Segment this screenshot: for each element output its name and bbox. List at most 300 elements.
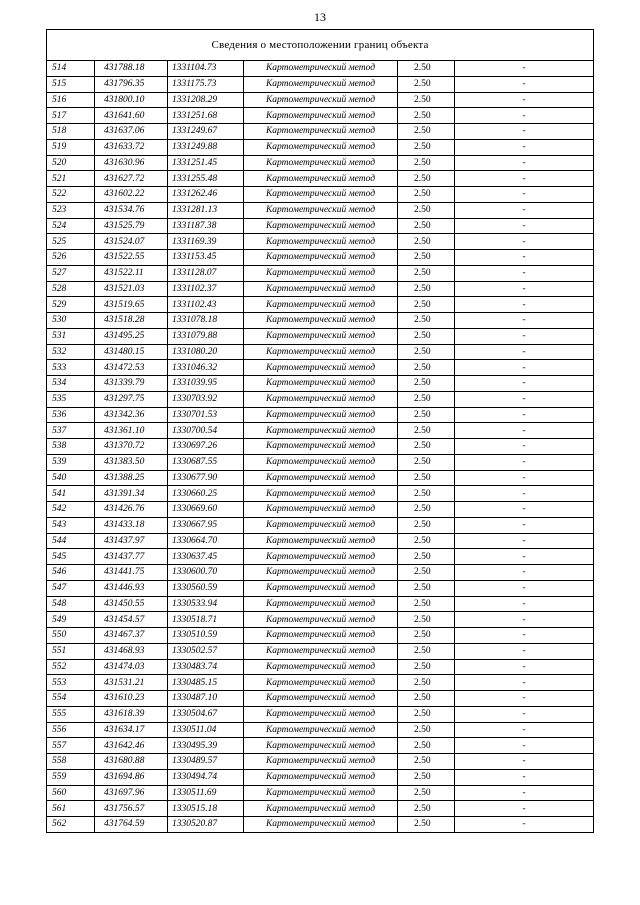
point-number-cell: 518	[47, 124, 95, 140]
point-number-cell: 555	[47, 706, 95, 722]
y-coordinate-cell: 1331078.18	[168, 313, 244, 329]
table-row	[47, 124, 594, 140]
method-cell: Картометрический метод	[244, 565, 398, 581]
y-coordinate-cell: 1330511.04	[168, 722, 244, 738]
method-cell: Картометрический метод	[244, 659, 398, 675]
y-coordinate-cell: 1330515.18	[168, 801, 244, 817]
table-row	[47, 407, 594, 423]
method-cell: Картометрический метод	[244, 297, 398, 313]
x-coordinate-cell: 431391.34	[95, 486, 168, 502]
y-coordinate-cell: 1330600.70	[168, 565, 244, 581]
table-row	[47, 612, 594, 628]
x-coordinate-cell: 431641.60	[95, 108, 168, 124]
y-coordinate-cell: 1331281.13	[168, 202, 244, 218]
accuracy-cell: 2.50	[398, 391, 455, 407]
point-number-cell: 516	[47, 92, 95, 108]
method-cell: Картометрический метод	[244, 612, 398, 628]
note-cell: -	[455, 659, 594, 675]
x-coordinate-cell: 431788.18	[95, 61, 168, 77]
point-number-cell: 527	[47, 265, 95, 281]
x-coordinate-cell: 431446.93	[95, 580, 168, 596]
accuracy-cell: 2.50	[398, 281, 455, 297]
y-coordinate-cell: 1330533.94	[168, 596, 244, 612]
note-cell: -	[455, 454, 594, 470]
y-coordinate-cell: 1330664.70	[168, 533, 244, 549]
note-cell: -	[455, 297, 594, 313]
boundary-coordinates-table	[46, 29, 594, 833]
y-coordinate-cell: 1330637.45	[168, 549, 244, 565]
x-coordinate-cell: 431495.25	[95, 328, 168, 344]
x-coordinate-cell: 431450.55	[95, 596, 168, 612]
point-number-cell: 523	[47, 202, 95, 218]
point-number-cell: 551	[47, 643, 95, 659]
point-number-cell: 531	[47, 328, 95, 344]
x-coordinate-cell: 431633.72	[95, 139, 168, 155]
x-coordinate-cell: 431454.57	[95, 612, 168, 628]
point-number-cell: 546	[47, 565, 95, 581]
note-cell: -	[455, 250, 594, 266]
note-cell: -	[455, 391, 594, 407]
x-coordinate-cell: 431522.55	[95, 250, 168, 266]
table-row	[47, 596, 594, 612]
y-coordinate-cell: 1331175.73	[168, 76, 244, 92]
page-number: 13	[314, 10, 326, 24]
accuracy-cell: 2.50	[398, 785, 455, 801]
table-row	[47, 187, 594, 203]
point-number-cell: 520	[47, 155, 95, 171]
point-number-cell: 526	[47, 250, 95, 266]
y-coordinate-cell: 1330518.71	[168, 612, 244, 628]
y-coordinate-cell: 1331187.38	[168, 218, 244, 234]
note-cell: -	[455, 265, 594, 281]
method-cell: Картометрический метод	[244, 517, 398, 533]
note-cell: -	[455, 706, 594, 722]
accuracy-cell: 2.50	[398, 360, 455, 376]
method-cell: Картометрический метод	[244, 439, 398, 455]
accuracy-cell: 2.50	[398, 407, 455, 423]
table-row	[47, 706, 594, 722]
table-row	[47, 675, 594, 691]
method-cell: Картометрический метод	[244, 139, 398, 155]
point-number-cell: 545	[47, 549, 95, 565]
y-coordinate-cell: 1331251.68	[168, 108, 244, 124]
table-title-row	[47, 30, 594, 61]
method-cell: Картометрический метод	[244, 785, 398, 801]
x-coordinate-cell: 431610.23	[95, 691, 168, 707]
table-row	[47, 360, 594, 376]
method-cell: Картометрический метод	[244, 281, 398, 297]
point-number-cell: 528	[47, 281, 95, 297]
note-cell: -	[455, 234, 594, 250]
y-coordinate-cell: 1331080.20	[168, 344, 244, 360]
accuracy-cell: 2.50	[398, 769, 455, 785]
note-cell: -	[455, 612, 594, 628]
point-number-cell: 549	[47, 612, 95, 628]
note-cell: -	[455, 502, 594, 518]
method-cell: Картометрический метод	[244, 580, 398, 596]
method-cell: Картометрический метод	[244, 108, 398, 124]
note-cell: -	[455, 580, 594, 596]
table-body	[47, 61, 594, 833]
point-number-cell: 542	[47, 502, 95, 518]
note-cell: -	[455, 187, 594, 203]
point-number-cell: 533	[47, 360, 95, 376]
x-coordinate-cell: 431756.57	[95, 801, 168, 817]
method-cell: Картометрический метод	[244, 549, 398, 565]
y-coordinate-cell: 1330701.53	[168, 407, 244, 423]
y-coordinate-cell: 1331208.29	[168, 92, 244, 108]
x-coordinate-cell: 431468.93	[95, 643, 168, 659]
x-coordinate-cell: 431534.76	[95, 202, 168, 218]
note-cell: -	[455, 533, 594, 549]
x-coordinate-cell: 431472.53	[95, 360, 168, 376]
note-cell: -	[455, 328, 594, 344]
method-cell: Картометрический метод	[244, 360, 398, 376]
method-cell: Картометрический метод	[244, 706, 398, 722]
x-coordinate-cell: 431522.11	[95, 265, 168, 281]
method-cell: Картометрический метод	[244, 754, 398, 770]
point-number-cell: 560	[47, 785, 95, 801]
x-coordinate-cell: 431342.36	[95, 407, 168, 423]
x-coordinate-cell: 431437.77	[95, 549, 168, 565]
accuracy-cell: 2.50	[398, 517, 455, 533]
table-row	[47, 486, 594, 502]
note-cell: -	[455, 754, 594, 770]
method-cell: Картометрический метод	[244, 202, 398, 218]
accuracy-cell: 2.50	[398, 486, 455, 502]
table-row	[47, 785, 594, 801]
method-cell: Картометрический метод	[244, 187, 398, 203]
table-row	[47, 470, 594, 486]
note-cell: -	[455, 76, 594, 92]
method-cell: Картометрический метод	[244, 234, 398, 250]
accuracy-cell: 2.50	[398, 139, 455, 155]
method-cell: Картометрический метод	[244, 250, 398, 266]
note-cell: -	[455, 486, 594, 502]
method-cell: Картометрический метод	[244, 391, 398, 407]
point-number-cell: 558	[47, 754, 95, 770]
x-coordinate-cell: 431525.79	[95, 218, 168, 234]
table-row	[47, 659, 594, 675]
table-row	[47, 517, 594, 533]
accuracy-cell: 2.50	[398, 92, 455, 108]
y-coordinate-cell: 1331104.73	[168, 61, 244, 77]
point-number-cell: 544	[47, 533, 95, 549]
y-coordinate-cell: 1330697.26	[168, 439, 244, 455]
accuracy-cell: 2.50	[398, 439, 455, 455]
point-number-cell: 535	[47, 391, 95, 407]
point-number-cell: 550	[47, 628, 95, 644]
method-cell: Картометрический метод	[244, 502, 398, 518]
method-cell: Картометрический метод	[244, 628, 398, 644]
table-row	[47, 738, 594, 754]
method-cell: Картометрический метод	[244, 124, 398, 140]
point-number-cell: 548	[47, 596, 95, 612]
y-coordinate-cell: 1331251.45	[168, 155, 244, 171]
table-row	[47, 533, 594, 549]
point-number-cell: 519	[47, 139, 95, 155]
table-row	[47, 76, 594, 92]
x-coordinate-cell: 431426.76	[95, 502, 168, 518]
note-cell: -	[455, 817, 594, 833]
method-cell: Картометрический метод	[244, 738, 398, 754]
y-coordinate-cell: 1330487.10	[168, 691, 244, 707]
accuracy-cell: 2.50	[398, 76, 455, 92]
note-cell: -	[455, 722, 594, 738]
x-coordinate-cell: 431441.75	[95, 565, 168, 581]
table-row	[47, 265, 594, 281]
note-cell: -	[455, 139, 594, 155]
point-number-cell: 515	[47, 76, 95, 92]
note-cell: -	[455, 628, 594, 644]
note-cell: -	[455, 407, 594, 423]
accuracy-cell: 2.50	[398, 61, 455, 77]
point-number-cell: 547	[47, 580, 95, 596]
accuracy-cell: 2.50	[398, 643, 455, 659]
x-coordinate-cell: 431383.50	[95, 454, 168, 470]
y-coordinate-cell: 1331249.88	[168, 139, 244, 155]
x-coordinate-cell: 431602.22	[95, 187, 168, 203]
table-row	[47, 565, 594, 581]
point-number-cell: 530	[47, 313, 95, 329]
note-cell: -	[455, 61, 594, 77]
method-cell: Картометрический метод	[244, 265, 398, 281]
accuracy-cell: 2.50	[398, 659, 455, 675]
y-coordinate-cell: 1330494.74	[168, 769, 244, 785]
point-number-cell: 522	[47, 187, 95, 203]
note-cell: -	[455, 108, 594, 124]
point-number-cell: 561	[47, 801, 95, 817]
x-coordinate-cell: 431521.03	[95, 281, 168, 297]
accuracy-cell: 2.50	[398, 454, 455, 470]
note-cell: -	[455, 675, 594, 691]
point-number-cell: 524	[47, 218, 95, 234]
note-cell: -	[455, 423, 594, 439]
x-coordinate-cell: 431339.79	[95, 376, 168, 392]
point-number-cell: 556	[47, 722, 95, 738]
method-cell: Картометрический метод	[244, 61, 398, 77]
x-coordinate-cell: 431433.18	[95, 517, 168, 533]
y-coordinate-cell: 1330511.69	[168, 785, 244, 801]
accuracy-cell: 2.50	[398, 801, 455, 817]
accuracy-cell: 2.50	[398, 155, 455, 171]
x-coordinate-cell: 431524.07	[95, 234, 168, 250]
method-cell: Картометрический метод	[244, 423, 398, 439]
x-coordinate-cell: 431694.86	[95, 769, 168, 785]
table-row	[47, 328, 594, 344]
x-coordinate-cell: 431531.21	[95, 675, 168, 691]
method-cell: Картометрический метод	[244, 486, 398, 502]
y-coordinate-cell: 1331169.39	[168, 234, 244, 250]
table-title: Сведения о местоположении границ объекта	[47, 30, 594, 61]
x-coordinate-cell: 431474.03	[95, 659, 168, 675]
point-number-cell: 525	[47, 234, 95, 250]
y-coordinate-cell: 1330489.57	[168, 754, 244, 770]
table-row	[47, 643, 594, 659]
table-row	[47, 61, 594, 77]
x-coordinate-cell: 431642.46	[95, 738, 168, 754]
point-number-cell: 539	[47, 454, 95, 470]
y-coordinate-cell: 1331039.95	[168, 376, 244, 392]
table-row	[47, 297, 594, 313]
note-cell: -	[455, 92, 594, 108]
point-number-cell: 554	[47, 691, 95, 707]
method-cell: Картометрический метод	[244, 596, 398, 612]
x-coordinate-cell: 431697.96	[95, 785, 168, 801]
x-coordinate-cell: 431480.15	[95, 344, 168, 360]
note-cell: -	[455, 643, 594, 659]
method-cell: Картометрический метод	[244, 675, 398, 691]
x-coordinate-cell: 431388.25	[95, 470, 168, 486]
accuracy-cell: 2.50	[398, 565, 455, 581]
accuracy-cell: 2.50	[398, 124, 455, 140]
accuracy-cell: 2.50	[398, 580, 455, 596]
x-coordinate-cell: 431361.10	[95, 423, 168, 439]
accuracy-cell: 2.50	[398, 533, 455, 549]
table-row	[47, 234, 594, 250]
accuracy-cell: 2.50	[398, 376, 455, 392]
y-coordinate-cell: 1330495.39	[168, 738, 244, 754]
x-coordinate-cell: 431437.97	[95, 533, 168, 549]
y-coordinate-cell: 1331102.37	[168, 281, 244, 297]
method-cell: Картометрический метод	[244, 328, 398, 344]
y-coordinate-cell: 1330700.54	[168, 423, 244, 439]
accuracy-cell: 2.50	[398, 344, 455, 360]
method-cell: Картометрический метод	[244, 817, 398, 833]
x-coordinate-cell: 431796.35	[95, 76, 168, 92]
method-cell: Картометрический метод	[244, 769, 398, 785]
x-coordinate-cell: 431297.75	[95, 391, 168, 407]
y-coordinate-cell: 1331255.48	[168, 171, 244, 187]
method-cell: Картометрический метод	[244, 155, 398, 171]
x-coordinate-cell: 431800.10	[95, 92, 168, 108]
note-cell: -	[455, 470, 594, 486]
point-number-cell: 552	[47, 659, 95, 675]
note-cell: -	[455, 769, 594, 785]
method-cell: Картометрический метод	[244, 722, 398, 738]
y-coordinate-cell: 1330504.67	[168, 706, 244, 722]
accuracy-cell: 2.50	[398, 313, 455, 329]
table-row	[47, 218, 594, 234]
note-cell: -	[455, 738, 594, 754]
table-row	[47, 454, 594, 470]
y-coordinate-cell: 1330669.60	[168, 502, 244, 518]
point-number-cell: 529	[47, 297, 95, 313]
x-coordinate-cell: 431637.06	[95, 124, 168, 140]
note-cell: -	[455, 281, 594, 297]
y-coordinate-cell: 1330687.55	[168, 454, 244, 470]
point-number-cell: 536	[47, 407, 95, 423]
accuracy-cell: 2.50	[398, 265, 455, 281]
point-number-cell: 537	[47, 423, 95, 439]
point-number-cell: 517	[47, 108, 95, 124]
y-coordinate-cell: 1330485.15	[168, 675, 244, 691]
point-number-cell: 553	[47, 675, 95, 691]
accuracy-cell: 2.50	[398, 754, 455, 770]
point-number-cell: 562	[47, 817, 95, 833]
accuracy-cell: 2.50	[398, 817, 455, 833]
table-row	[47, 155, 594, 171]
y-coordinate-cell: 1331249.67	[168, 124, 244, 140]
table-row	[47, 754, 594, 770]
note-cell: -	[455, 376, 594, 392]
table-row	[47, 817, 594, 833]
table-row	[47, 92, 594, 108]
table-row	[47, 250, 594, 266]
accuracy-cell: 2.50	[398, 706, 455, 722]
method-cell: Картометрический метод	[244, 470, 398, 486]
note-cell: -	[455, 124, 594, 140]
x-coordinate-cell: 431764.59	[95, 817, 168, 833]
method-cell: Картометрический метод	[244, 313, 398, 329]
y-coordinate-cell: 1330502.57	[168, 643, 244, 659]
accuracy-cell: 2.50	[398, 470, 455, 486]
note-cell: -	[455, 517, 594, 533]
table-row	[47, 439, 594, 455]
accuracy-cell: 2.50	[398, 722, 455, 738]
table-row	[47, 801, 594, 817]
note-cell: -	[455, 801, 594, 817]
method-cell: Картометрический метод	[244, 171, 398, 187]
table-row	[47, 628, 594, 644]
table-row	[47, 722, 594, 738]
accuracy-cell: 2.50	[398, 423, 455, 439]
accuracy-cell: 2.50	[398, 297, 455, 313]
x-coordinate-cell: 431518.28	[95, 313, 168, 329]
method-cell: Картометрический метод	[244, 533, 398, 549]
y-coordinate-cell: 1331046.32	[168, 360, 244, 376]
x-coordinate-cell: 431519.65	[95, 297, 168, 313]
y-coordinate-cell: 1330677.90	[168, 470, 244, 486]
point-number-cell: 559	[47, 769, 95, 785]
y-coordinate-cell: 1330510.59	[168, 628, 244, 644]
note-cell: -	[455, 202, 594, 218]
method-cell: Картометрический метод	[244, 344, 398, 360]
table-row	[47, 281, 594, 297]
point-number-cell: 514	[47, 61, 95, 77]
x-coordinate-cell: 431680.88	[95, 754, 168, 770]
accuracy-cell: 2.50	[398, 187, 455, 203]
point-number-cell: 521	[47, 171, 95, 187]
y-coordinate-cell: 1330560.59	[168, 580, 244, 596]
note-cell: -	[455, 565, 594, 581]
table-row	[47, 313, 594, 329]
point-number-cell: 534	[47, 376, 95, 392]
note-cell: -	[455, 596, 594, 612]
accuracy-cell: 2.50	[398, 108, 455, 124]
table-row	[47, 202, 594, 218]
x-coordinate-cell: 431627.72	[95, 171, 168, 187]
method-cell: Картометрический метод	[244, 454, 398, 470]
method-cell: Картометрический метод	[244, 643, 398, 659]
accuracy-cell: 2.50	[398, 171, 455, 187]
accuracy-cell: 2.50	[398, 675, 455, 691]
accuracy-cell: 2.50	[398, 628, 455, 644]
table-row	[47, 769, 594, 785]
x-coordinate-cell: 431634.17	[95, 722, 168, 738]
note-cell: -	[455, 344, 594, 360]
accuracy-cell: 2.50	[398, 596, 455, 612]
accuracy-cell: 2.50	[398, 328, 455, 344]
accuracy-cell: 2.50	[398, 502, 455, 518]
point-number-cell: 540	[47, 470, 95, 486]
y-coordinate-cell: 1331262.46	[168, 187, 244, 203]
note-cell: -	[455, 439, 594, 455]
accuracy-cell: 2.50	[398, 612, 455, 628]
y-coordinate-cell: 1331153.45	[168, 250, 244, 266]
note-cell: -	[455, 360, 594, 376]
y-coordinate-cell: 1330667.95	[168, 517, 244, 533]
